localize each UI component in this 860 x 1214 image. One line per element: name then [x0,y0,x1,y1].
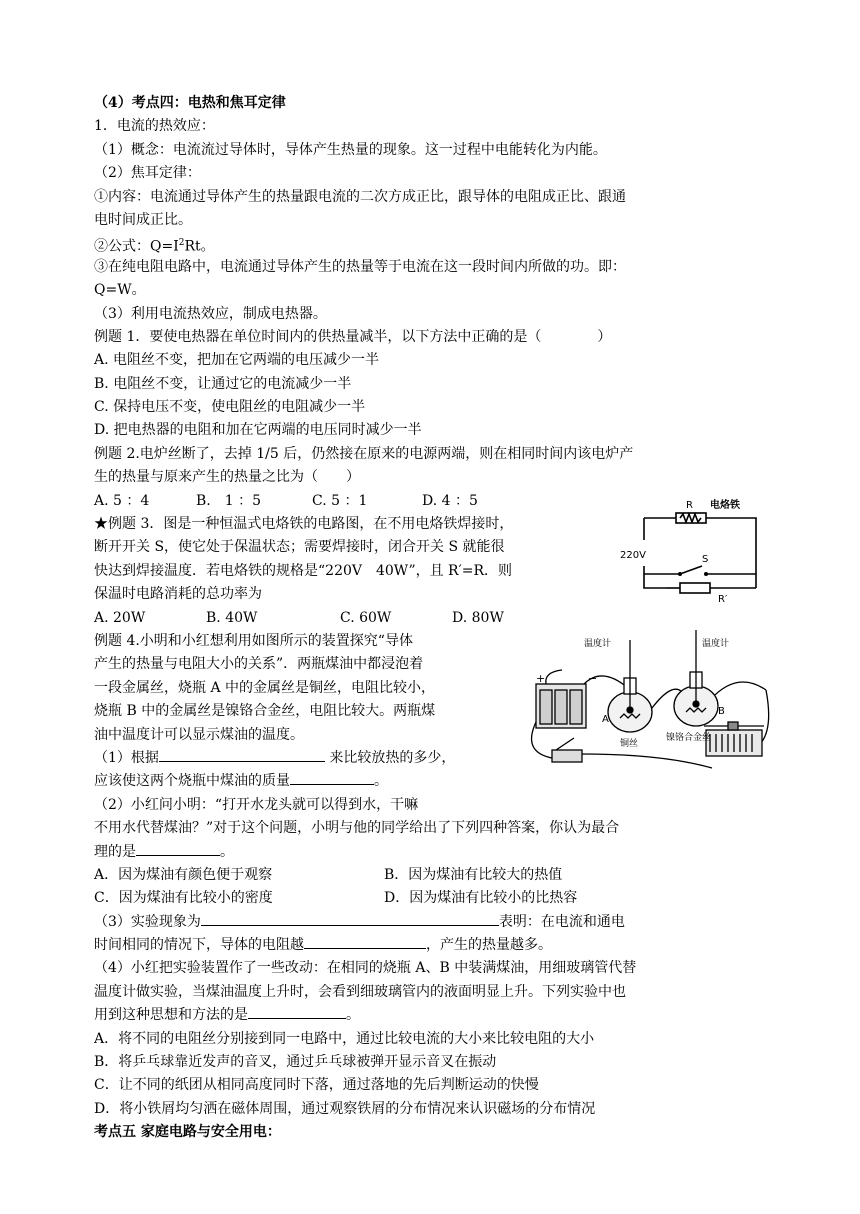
paragraph: （2）焦耳定律： [94,165,201,182]
voltage-label: 220V [620,550,646,561]
option-b: B. 40W [206,609,258,626]
example-3-stem: ★例题 3．图是一种恒温式电烙铁的电路图，在不用电烙铁焊接时， [94,516,514,533]
soldering-iron-label: 电烙铁 [710,500,740,511]
example-4-q4-option-a: A．将不同的电阻丝分别接到同一电路中，通过比较电流的大小来比较电阻的大小 [94,1030,595,1047]
answer-blank [248,1004,346,1019]
question-text: 表明：在电流和通电 [498,913,625,930]
paragraph: 1．电流的热效应： [94,118,215,135]
example-4-stem: 例题 4.小明和小红想利用如图所示的装置探究“导体 [94,632,413,649]
formula-text: ②公式：Q=I [94,239,179,255]
question-text: ，产生的热量越多。 [426,937,552,954]
option-d: D. 80W [452,609,504,626]
example-4-q4-option-c: C．让不同的纸团从相同高度同时下落，通过落地的先后判断运动的快慢 [94,1077,539,1094]
question-paren: ） [597,328,612,345]
copper-wire-label: 铜丝 [620,739,639,749]
option-a: A. 5 ：4 [94,492,150,509]
question-text: 理的是 [94,843,136,860]
example-3-stem: 断开开关 S，使它处于保温状态；需要焊接时，闭合开关 S 就能很 [94,539,505,556]
section-4-title: （4）考点四：电热和焦耳定律 [94,95,286,111]
thermometer-label: 温度计 [702,639,730,649]
example-1-stem [94,326,774,349]
battery-minus: − [588,672,598,685]
example-4-q2 [94,841,774,864]
question-text: （1）根据 [94,749,159,766]
joule-formula [94,232,774,255]
option-b: B．因为煤油有比较大的热值 [384,866,563,883]
paragraph: ①内容：电流通过导体产生的热量跟电流的二次方成正比，跟导体的电阻成正比、跟通 [94,188,626,205]
example-4-q4 [94,1004,774,1027]
example-4-q4-option-d: D．将小铁屑均匀洒在磁体周围，通过观察铁屑的分布情况来认识磁场的分布情况 [94,1100,596,1117]
resistor-r-prime-label: R′ [718,594,728,605]
example-1-option-a: A. 电阻丝不变，把加在它两端的电压减少一半 [94,352,380,369]
document-page [94,92,774,1145]
nichrome-wire-label: 镍铬合金丝 [666,733,712,743]
example-4-q2: 不用水代替煤油？”对于这个问题，小明与他的同学给出了下列四种答案，你认为最合 [94,820,620,837]
experiment-apparatus-figure [522,622,774,782]
flask-b-label: B [718,706,725,717]
option-d: D．因为煤油有比较小的比热容 [384,890,578,907]
question-text: 。 [374,773,388,790]
option-a: A．因为煤油有颜色便于观察 [94,866,273,883]
flask-a-label: A [602,714,609,725]
example-1-option-b: B. 电阻丝不变，让通过它的电流减少一半 [94,375,352,392]
answer-blank [304,934,426,949]
option-c: C．因为煤油有比较小的密度 [94,890,273,907]
question-text: 。 [220,843,234,860]
example-2-stem: 例题 2.电炉丝断了，去掉 1/5 后，仍然接在原来的电源两端，则在相同时间内该电炉产 [94,445,634,462]
question-text: 。 [346,1007,360,1024]
paragraph: （1）概念：电流流过导体时，导体产生热量的现象。这一过程中电能转化为内能。 [94,141,607,158]
example-3-stem: 快达到焊接温度．若电烙铁的规格是“220V 40W”，且 R′=R．则 [94,562,513,579]
example-4-q3 [94,934,774,957]
formula-exponent: 2 [178,238,185,249]
option-a: A. 20W [94,609,146,626]
battery-plus: + [536,672,546,685]
example-4-q3 [94,911,774,934]
example-4-stem: 烧瓶 B 中的金属丝是镍铬合金丝，电阻比较大。两瓶煤 [94,703,436,720]
paragraph: Q=W。 [94,282,146,299]
paragraph: 电时间成正比。 [94,211,192,228]
question-text: 用到这种思想和方法的是 [94,1007,248,1024]
option-b: B. 1 ：5 [196,492,262,509]
soldering-iron-circuit-figure [614,496,774,608]
example-4-q2: （2）小红问小明：“打开水龙头就可以得到水，干嘛 [94,796,419,813]
section-5-title: 考点五 家庭电路与安全用电： [94,1124,281,1141]
example-4-stem: 油中温度计可以显示煤油的温度。 [94,726,304,743]
answer-blank [136,841,220,856]
example-4-q4-option-b: B．将乒乓球靠近发声的音叉，通过乒乓球被弹开显示音叉在振动 [94,1054,497,1071]
answer-blank [159,747,325,762]
answer-blank [290,770,374,785]
question-text: 来比较放热的多少， [324,749,456,766]
question-text: （3）实验现象为 [94,913,201,930]
example-4-stem: 产生的热量与电阻大小的关系”．两瓶煤油中都浸泡着 [94,656,424,673]
option-c: C. 5 ：1 [312,492,368,509]
example-4-q4: （4）小红把实验装置作了一些改动：在相同的烧瓶 A、B 中装满煤油，用细玻璃管代替 [94,960,637,977]
example-1-option-d: D. 把电热器的电阻和加在它两端的电压同时减少一半 [94,422,422,439]
example-4-q2-options [94,887,774,910]
example-1-option-c: C. 保持电压不变，使电阻丝的电阻减少一半 [94,399,366,416]
example-3-stem: 保温时电路消耗的总功率为 [94,586,262,603]
paragraph: ③在纯电阻电路中，电流通过导体产生的热量等于电流在这一段时间内所做的功。即： [94,258,626,275]
switch-s-label: S [702,554,709,565]
option-d: D. 4 ：5 [422,492,478,509]
resistor-r-label: R [686,500,693,511]
option-c: C. 60W [340,609,392,626]
answer-blank [201,911,499,926]
formula-text: Rt。 [184,239,215,255]
example-2-stem: 生的热量与原来产生的热量之比为（ ） [94,469,360,486]
thermometer-label: 温度计 [584,639,612,649]
question-text: 应该使这两个烧瓶中煤油的质量 [94,773,290,790]
paragraph: （3）利用电流热效应，制成电热器。 [94,305,327,322]
example-4-q2-options [94,864,774,887]
example-4-stem: 一段金属丝，烧瓶 A 中的金属丝是铜丝，电阻比较小， [94,679,436,696]
example-4-q4: 温度计做实验，当煤油温度上升时，会看到细玻璃管内的液面明显上升。下列实验中也 [94,983,626,1000]
question-text: 时间相同的情况下，导体的电阻越 [94,937,304,954]
question-text: 例题 1．要使电热器在单位时间内的供热量减半，以下方法中正确的是（ [94,328,542,345]
